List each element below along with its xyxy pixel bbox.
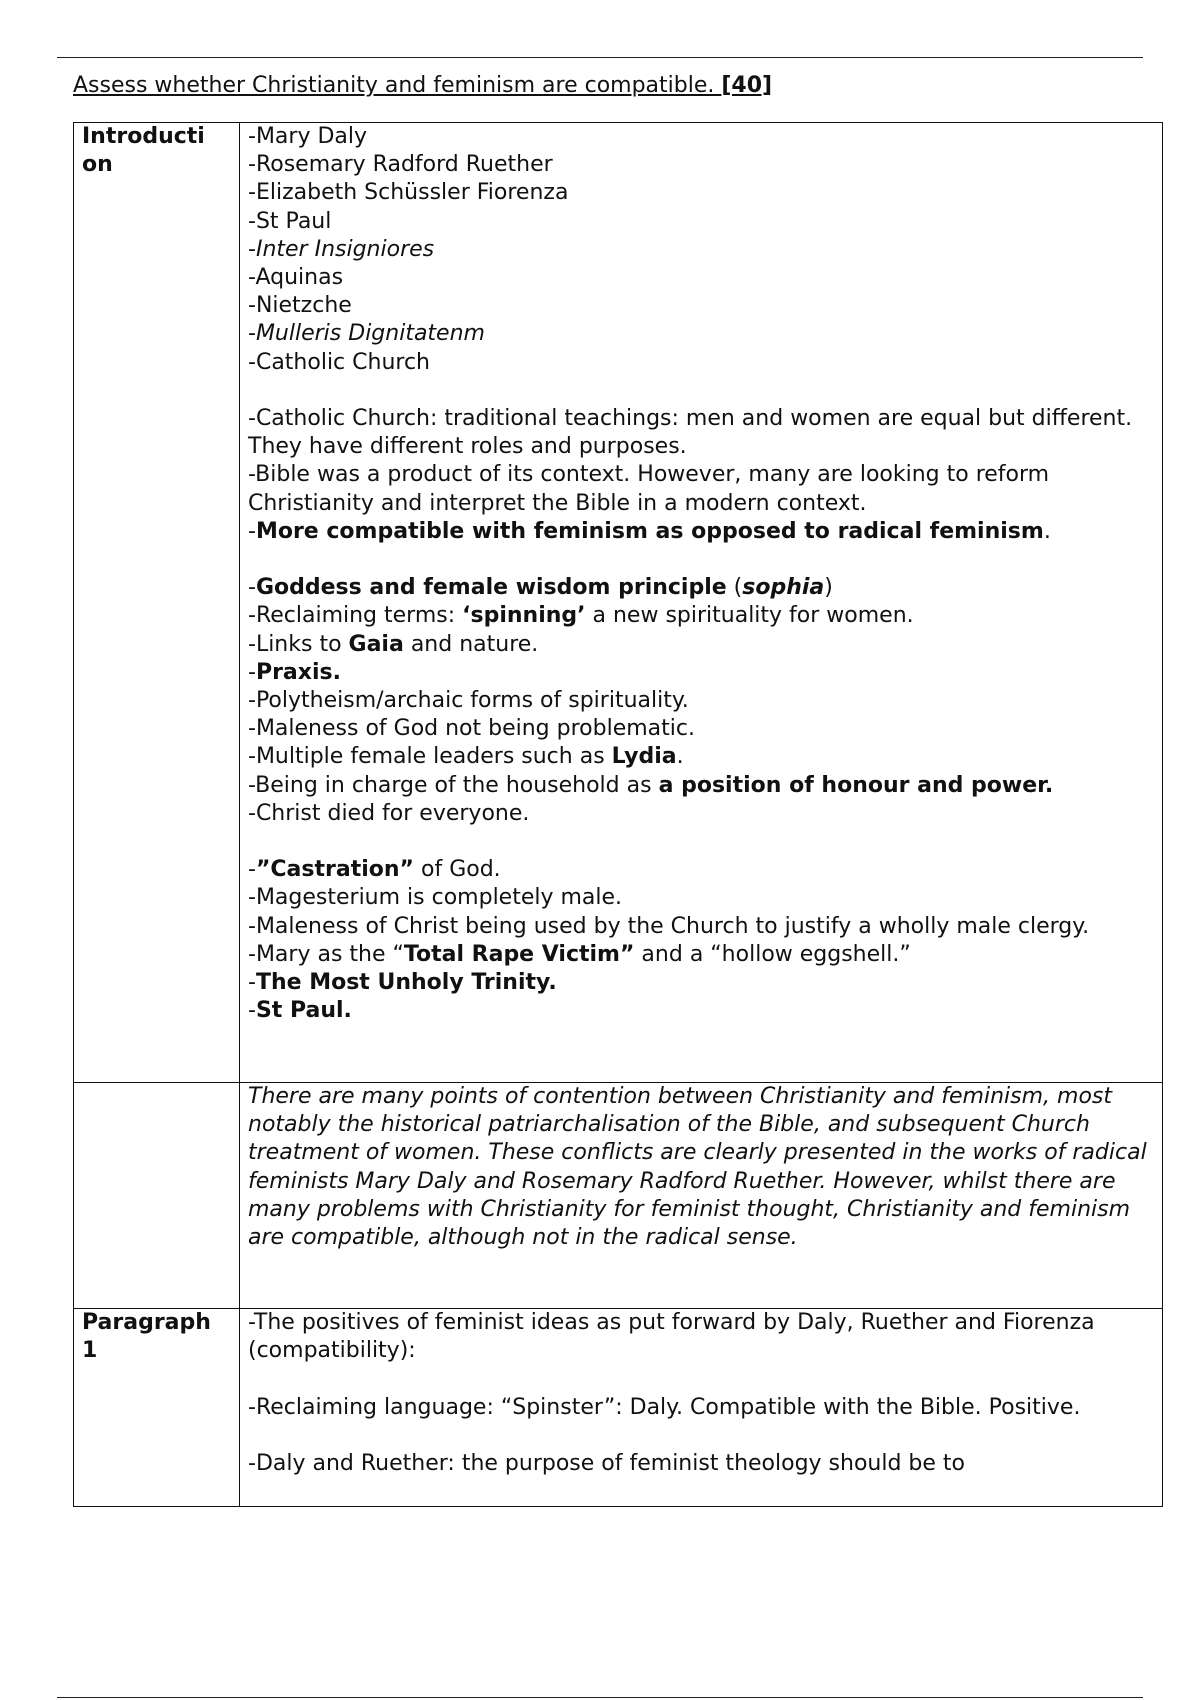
bottom-rule bbox=[57, 1697, 1143, 1698]
list-item: -Aquinas bbox=[248, 265, 344, 291]
introduction-notes bbox=[240, 123, 1163, 1083]
list-item: -Catholic Church: traditional teachings: men and women are equal but different. They have different roles and purposes. bbox=[248, 406, 1140, 460]
list-item: -Maleness of God not being problematic. bbox=[248, 716, 695, 742]
list-item: -Magesterium is completely male. bbox=[248, 885, 623, 911]
list-item: -The positives of feminist ideas as put forward by Daly, Ruether and Fiorenza (compatibility): bbox=[248, 1310, 1102, 1364]
list-item: -Bible was a product of its context. However, many are looking to reform Christianity and interpret the Bible in a modern context. bbox=[248, 462, 1057, 516]
top-rule bbox=[57, 57, 1143, 58]
list-item: -Links to Gaia and nature. bbox=[248, 631, 539, 657]
list-item: -Catholic Church bbox=[248, 349, 430, 375]
list-item: -Mary Daly bbox=[248, 124, 368, 149]
list-item: -Mary as the “Total Rape Victim” and a “hollow eggshell.” bbox=[248, 941, 911, 967]
table-row-paragraph-1 bbox=[74, 1309, 1163, 1507]
row-label-introduction: Introducti on bbox=[74, 123, 240, 1083]
list-item: -”Castration” of God. bbox=[248, 857, 501, 883]
list-item: -Polytheism/archaic forms of spirituality. bbox=[248, 688, 689, 714]
list-item: -Reclaiming language: “Spinster”: Daly. Compatible with the Bible. Positive. bbox=[248, 1394, 1081, 1420]
paragraph-1-notes bbox=[240, 1309, 1163, 1507]
list-item: -Mulleris Dignitatenm bbox=[248, 321, 485, 347]
list-item: -Praxis. bbox=[248, 659, 341, 685]
list-item: -Nietzche bbox=[248, 293, 352, 319]
row-label-paragraph-1: Paragraph 1 bbox=[74, 1309, 240, 1507]
question-title bbox=[73, 72, 772, 100]
table-row-introduction bbox=[74, 123, 1163, 1083]
list-item: -St Paul bbox=[248, 208, 332, 234]
introduction-paragraph: There are many points of contention between Christianity and feminism, most notably the historical patriarchalisation of the Bible, and subsequent Church treatment of women. These conflicts are clearly presented in the works of radical feminists Mary Daly and Rosemary Radford Ruether. However, whilst there are many problems with Christianity for feminist thought, Christianity and feminism are compatible, although not in the radical sense. bbox=[240, 1083, 1163, 1309]
list-item: -St Paul. bbox=[248, 998, 352, 1024]
list-item: -Inter Insigniores bbox=[248, 236, 435, 262]
row-label-empty bbox=[74, 1083, 240, 1309]
list-item: -Multiple female leaders such as Lydia. bbox=[248, 744, 684, 770]
list-item: -Being in charge of the household as a position of honour and power. bbox=[248, 772, 1054, 798]
list-item: -Reclaiming terms: ‘spinning’ a new spirituality for women. bbox=[248, 603, 914, 629]
table-row-intro-paragraph bbox=[74, 1083, 1163, 1309]
marks-label: [40] bbox=[721, 73, 773, 98]
list-item: -Christ died for everyone. bbox=[248, 800, 530, 826]
list-item: -Rosemary Radford Ruether bbox=[248, 152, 553, 178]
list-item: -Maleness of Christ being used by the Church to justify a wholly male clergy. bbox=[248, 913, 1090, 939]
question-text: Assess whether Christianity and feminism are compatible. bbox=[73, 73, 722, 98]
list-item: -More compatible with feminism as opposed to radical feminism. bbox=[248, 518, 1051, 544]
essay-plan-table bbox=[73, 122, 1163, 1507]
list-item: -Goddess and female wisdom principle (sophia) bbox=[248, 575, 833, 601]
list-item: -Daly and Ruether: the purpose of feminist theology should be to bbox=[248, 1450, 966, 1476]
list-item: -Elizabeth Schüssler Fiorenza bbox=[248, 180, 569, 206]
list-item: -The Most Unholy Trinity. bbox=[248, 970, 557, 996]
